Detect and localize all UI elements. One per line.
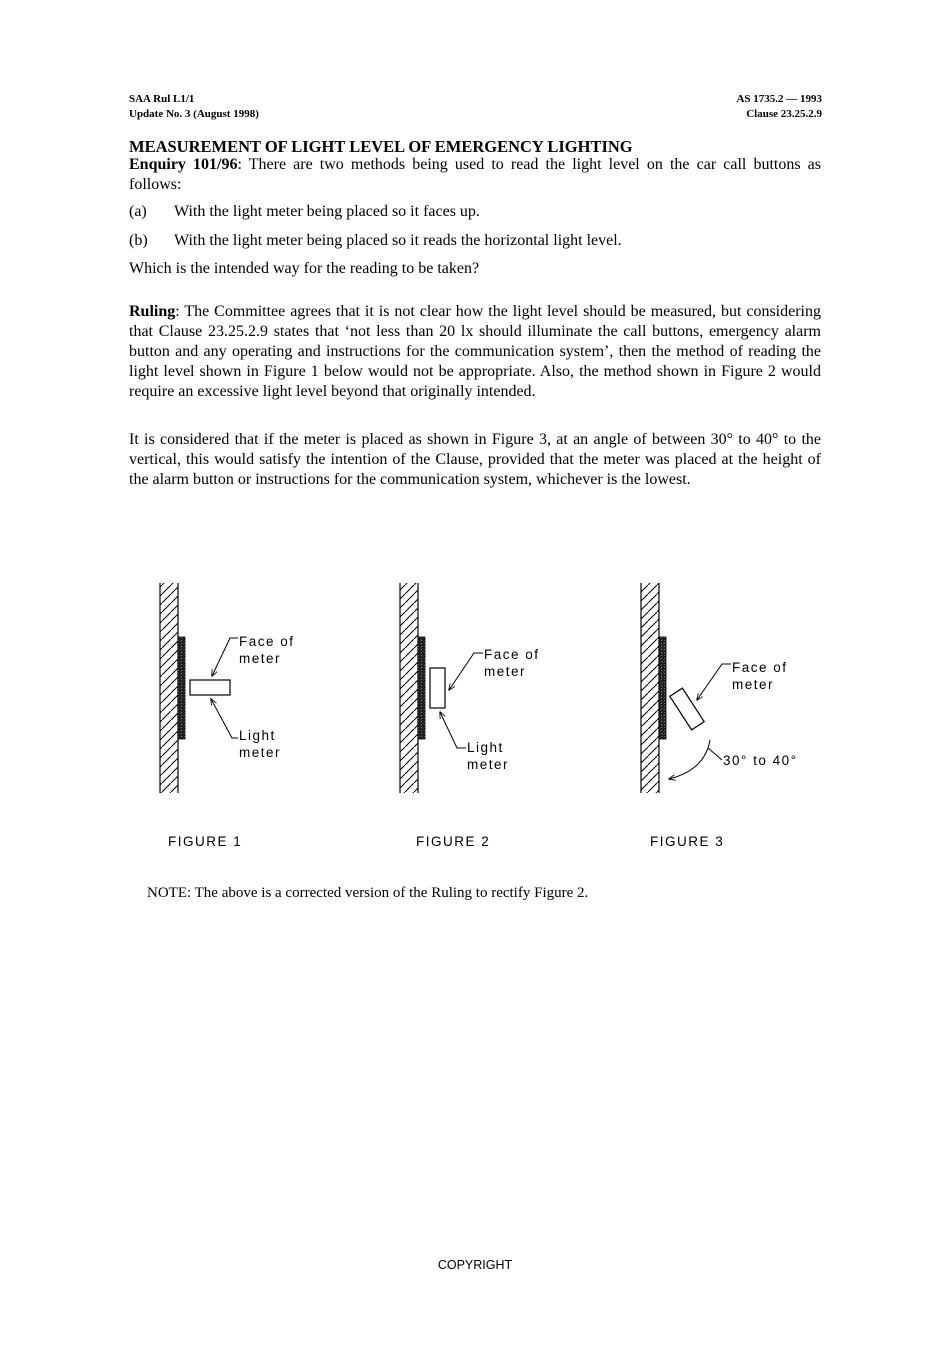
wall-hatch <box>641 583 659 793</box>
button-panel <box>659 637 666 739</box>
face-label-2: meter <box>239 651 282 666</box>
meter-label-2: meter <box>467 757 510 772</box>
face-label-2: meter <box>732 677 775 692</box>
light-meter-tilted <box>670 688 704 730</box>
angle-arc <box>669 740 710 779</box>
clause-id: Clause 23.25.2.9 <box>746 108 822 120</box>
list-item-b <box>129 231 821 251</box>
angle-label: 30° to 40° <box>723 753 798 768</box>
conclusion-paragraph: It is considered that if the meter is placed as shown in Figure 3, at an angle of between 30° to 40° to the vertical, this would satisfy the intention of the Clause, provided that the meter was placed at the height of the alarm button or instructions for the communication system, whichever is the lowest. <box>129 431 821 488</box>
button-panel <box>418 637 425 739</box>
figure-1 <box>160 583 295 849</box>
ruling-label: Ruling <box>129 303 176 320</box>
enquiry-paragraph <box>129 155 821 195</box>
question-text: Which is the intended way for the reading to be taken? <box>129 260 480 277</box>
wall-hatch <box>160 583 178 793</box>
figure-3 <box>641 583 798 849</box>
face-label-1: Face of <box>484 647 540 662</box>
meter-leader <box>440 712 466 748</box>
button-panel <box>178 637 185 739</box>
meter-label-1: Light <box>467 740 504 755</box>
face-leader <box>697 664 731 700</box>
header-right <box>736 92 822 122</box>
ruling-paragraph <box>129 302 821 402</box>
light-meter <box>430 668 445 708</box>
light-meter <box>670 688 704 730</box>
list-item-label: (b) <box>129 232 148 249</box>
list-item-label: (a) <box>129 203 147 220</box>
page-title: MEASUREMENT OF LIGHT LEVEL OF EMERGENCY LIGHTING <box>129 137 633 156</box>
angle-leader <box>708 748 722 760</box>
enquiry-text: : There are two methods being used to read the light level on the car call buttons as follows: <box>129 156 822 193</box>
face-label-1: Face of <box>732 660 788 675</box>
figure-caption: FIGURE 3 <box>650 834 725 849</box>
copyright-footer: COPYRIGHT <box>437 1258 513 1272</box>
meter-label-1: Light <box>239 728 276 743</box>
wall-hatch <box>400 583 418 793</box>
figure-caption: FIGURE 2 <box>416 834 491 849</box>
enquiry-label: Enquiry 101/96 <box>129 156 238 173</box>
ruling-id: SAA Rul L1/1 <box>129 93 195 105</box>
figures-diagram <box>0 560 950 860</box>
figure-2 <box>400 583 540 849</box>
meter-label-2: meter <box>239 745 282 760</box>
header-left <box>129 92 259 122</box>
ruling-text: : The Committee agrees that it is not clear how the light level should be measured, but considering that Clause 23.25.2.9 states that ‘not less than 20 lx should illuminate the call buttons, emergency alarm button and any operating and instructions for the communication system’, then the method of reading the light level shown in Figure 1 below would not be appropriate. Also, the method shown in Figure 2 would require an excessive light level beyond that originally intended. <box>129 303 821 400</box>
list-item-a <box>129 202 821 222</box>
face-leader <box>212 638 238 676</box>
meter-leader <box>211 699 238 738</box>
face-label-2: meter <box>484 664 527 679</box>
face-label-1: Face of <box>239 634 295 649</box>
face-leader <box>449 653 483 690</box>
list-item-text: With the light meter being placed so it reads the horizontal light level. <box>174 232 622 249</box>
figure-caption: FIGURE 1 <box>168 834 243 849</box>
update-info: Update No. 3 (August 1998) <box>129 108 259 120</box>
light-meter <box>190 680 230 695</box>
note-text: NOTE: The above is a corrected version of the Ruling to rectify Figure 2. <box>147 885 589 901</box>
standard-id: AS 1735.2 — 1993 <box>736 93 822 105</box>
list-item-text: With the light meter being placed so it faces up. <box>174 203 480 220</box>
